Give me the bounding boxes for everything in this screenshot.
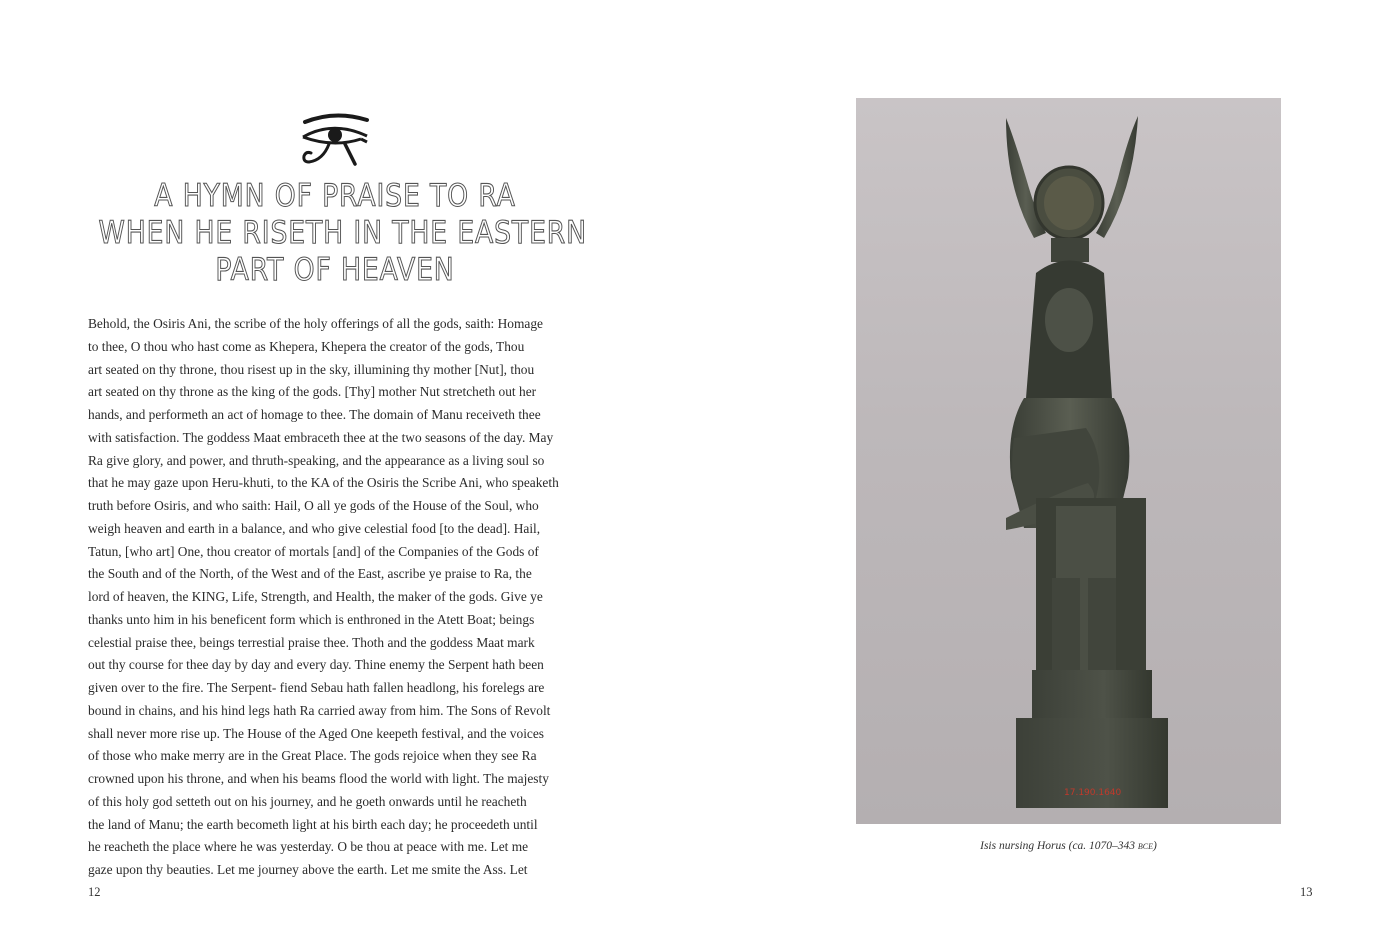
text-line: given over to the fire. The Serpent- fiend Sebau hath fallen headlong, his forelegs are: [88, 680, 545, 695]
text-line: with satisfaction. The goddess Maat embraceth thee at the two seasons of the day. May: [88, 429, 554, 445]
text-line: that he may gaze upon Heru-khuti, to the KA of the Osiris the Scribe Ani, who speaketh: [88, 475, 559, 491]
title-line: WHEN HE RISETH IN THE EASTERN: [98, 215, 587, 251]
text-line: to thee, O thou who hast come as Khepera, Khepera the creator of the gods, Thou: [88, 338, 525, 354]
caption-era: bce: [1137, 840, 1154, 852]
chapter-title: [98, 178, 587, 289]
eye-of-horus-icon: [299, 112, 371, 170]
text-line: crowned upon his throne, and when his beams flood the world with light. The majesty: [88, 771, 549, 786]
text-line: Ra give glory, and power, and thruth-speaking, and the appearance as a living soul so: [88, 452, 545, 468]
text-line: the land of Manu; the earth becometh light at his birth each day; he proceedeth until: [88, 816, 538, 832]
text-line: shall never more rise up. The House of the Aged One keepeth festival, and the voices: [88, 725, 545, 741]
text-line: art seated on thy throne as the king of the gods. [Thy] mother Nut stretcheth out her: [88, 384, 537, 400]
text-line: out thy course for thee day by day and every day. Thine enemy the Serpent hath been: [88, 657, 544, 673]
caption-end: ): [1153, 840, 1157, 852]
text-line: thanks unto him in his beneficent form which is enthroned in the Atett Boat; beings: [88, 611, 535, 627]
text-line: he reacheth the place where he was yesterday. O be thou at peace with me. Let me: [88, 839, 529, 855]
title-line: PART OF HEAVEN: [215, 252, 455, 288]
text-line: lord of heaven, the KING, Life, Strength, and Health, the maker of the gods. Give ye: [88, 589, 543, 604]
isis-statue-illustration: [856, 98, 1281, 824]
text-line: Behold, the Osiris Ani, the scribe of the holy offerings of all the gods, saith: Homage: [88, 316, 543, 331]
text-line: bound in chains, and his hind legs hath Ra carried away from him. The Sons of Revolt: [88, 702, 551, 718]
text-line: gaze upon thy beauties. Let me journey above the earth. Let me smite the Ass. Let: [88, 862, 528, 877]
hymn-body-text: [88, 313, 578, 882]
text-line: art seated on thy throne, thou risest up in the sky, illumining thy mother [Nut], thou: [88, 361, 535, 377]
text-line: weigh heaven and earth in a balance, and who give celestial food [to the dead]. Hail,: [88, 520, 541, 536]
museum-accession-label: 17.190.1640: [1064, 788, 1122, 798]
text-line: the South and of the North, of the West and of the East, ascribe ye praise to Ra, the: [88, 566, 532, 582]
text-line: of this holy god setteth out on his journey, and he goeth onwards until he reacheth: [88, 793, 527, 809]
text-line: of those who make merry are in the Great Place. The gods rejoice when they see Ra: [88, 748, 537, 764]
text-line: celestial praise thee, beings terrestial praise thee. Thoth and the goddess Maat mark: [88, 634, 535, 650]
text-line: Tatun, [who art] One, thou creator of mortals [and] of the Companies of the Gods of: [88, 543, 539, 559]
title-line: A HYMN OF PRAISE TO RA: [154, 178, 516, 214]
text-line: hands, and performeth an act of homage to thee. The domain of Manu receiveth thee: [88, 407, 541, 422]
photo-caption: [856, 840, 1281, 852]
statue-photograph: [856, 98, 1281, 824]
page-number-left: 12: [88, 885, 101, 899]
text-line: truth before Osiris, and who saith: Hail, O all ye gods of the House of the Soul, who: [88, 498, 539, 513]
caption-text: Isis nursing Horus (ca. 1070–343: [980, 840, 1138, 852]
page-number-right: 13: [1300, 885, 1313, 899]
